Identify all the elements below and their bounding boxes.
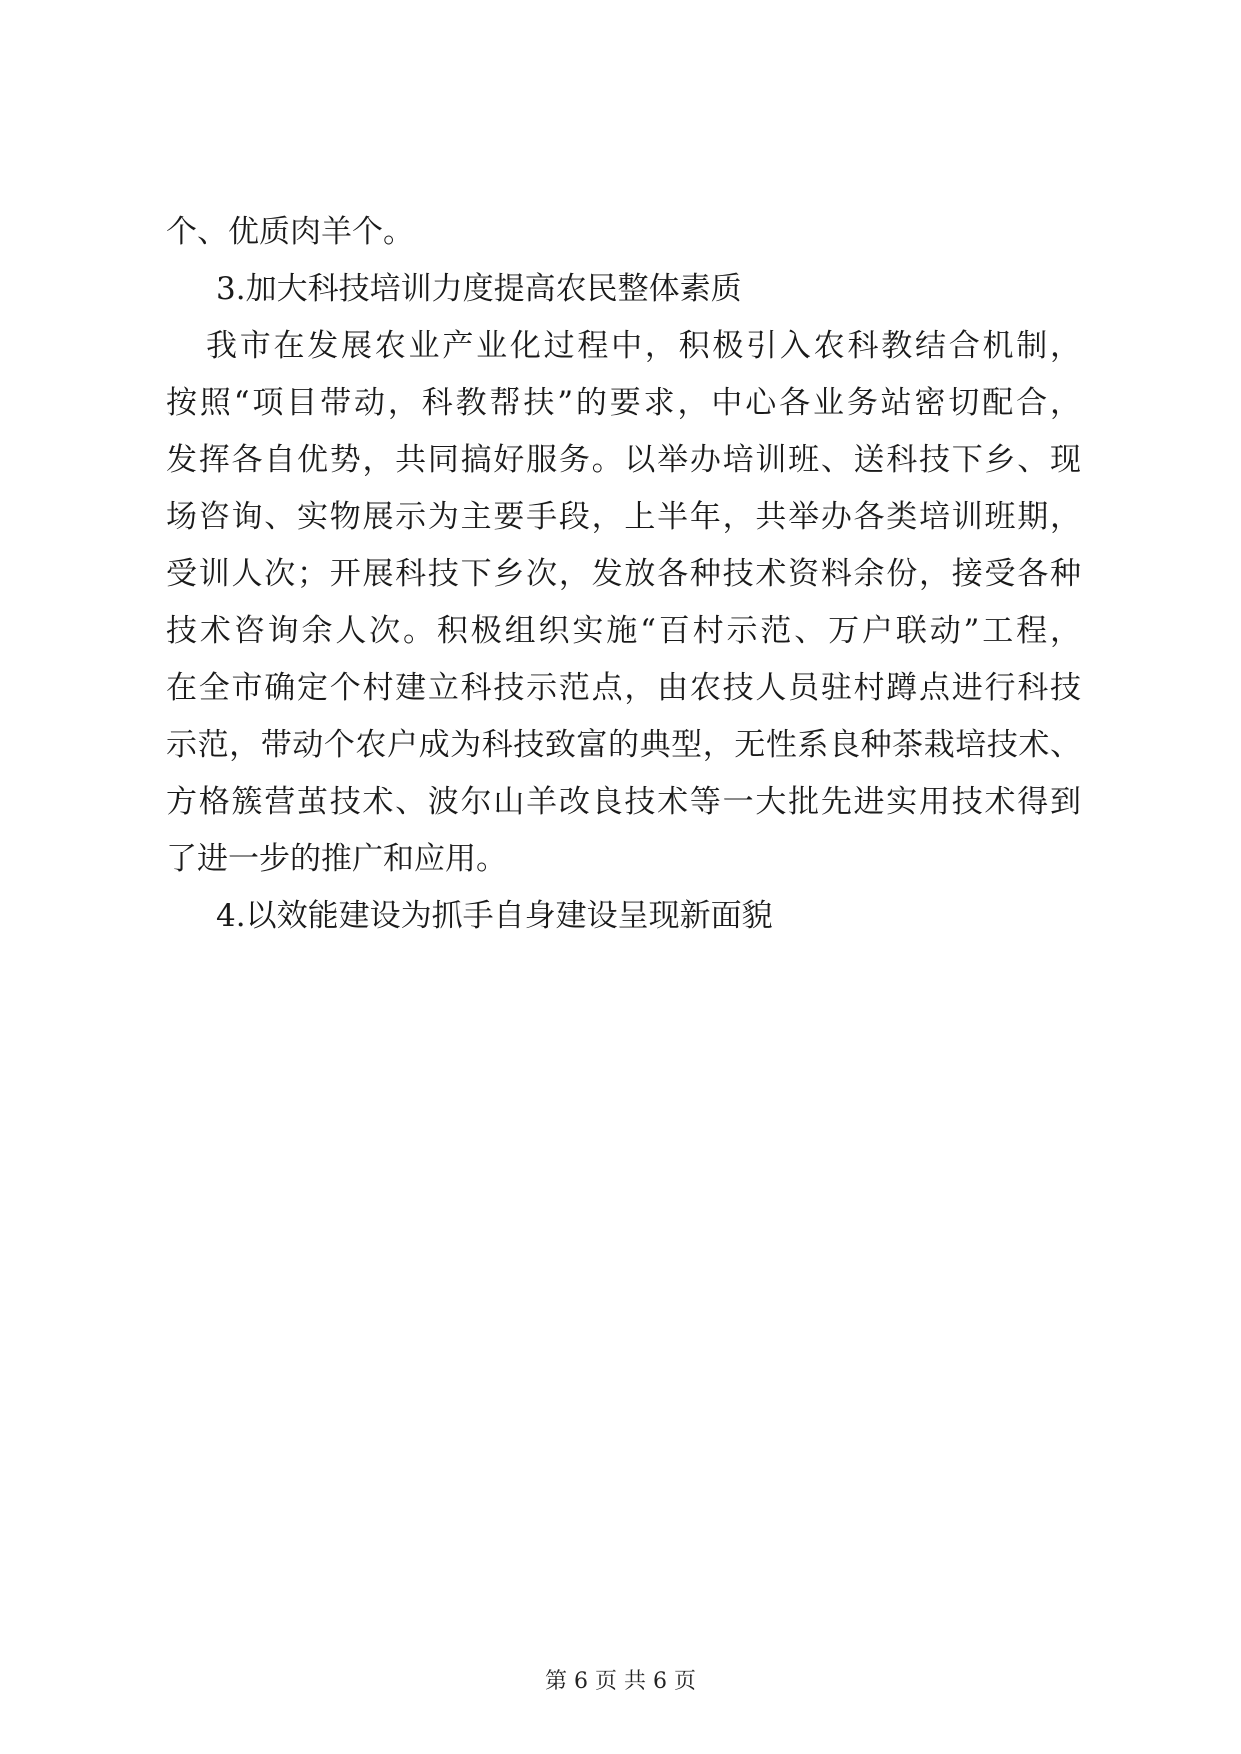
section-heading-3: 3.加大科技培训力度提高农民整体素质	[216, 271, 742, 307]
paragraph-line: 按照“项目带动，科教帮扶”的要求，中心各业务站密切配合，	[166, 385, 1081, 421]
paragraph-line: 受训人次；开展科技下乡次，发放各种技术资料余份，接受各种	[166, 556, 1081, 592]
paragraph-line: 了进一步的推广和应用。	[166, 841, 507, 877]
paragraph-line: 技术咨询余人次。积极组织实施“百村示范、万户联动”工程，	[166, 613, 1081, 649]
paragraph-line: 在全市确定个村建立科技示范点，由农技人员驻村蹲点进行科技	[166, 670, 1081, 706]
paragraph-line: 个、优质肉羊个。	[166, 214, 414, 250]
paragraph-line: 示范，带动个农户成为科技致富的典型，无性系良种茶栽培技术、	[166, 727, 1081, 763]
paragraph-line: 方格簇营茧技术、波尔山羊改良技术等一大批先进实用技术得到	[166, 784, 1081, 820]
section-heading-4: 4.以效能建设为抓手自身建设呈现新面貌	[216, 898, 773, 934]
paragraph-line: 场咨询、实物展示为主要手段，上半年，共举办各类培训班期，	[166, 499, 1081, 535]
page-number-footer: 第 6 页 共 6 页	[545, 1669, 696, 1694]
paragraph-line: 我市在发展农业产业化过程中，积极引入农科教结合机制，	[206, 328, 1081, 364]
paragraph-line: 发挥各自优势，共同搞好服务。以举办培训班、送科技下乡、现	[166, 442, 1081, 478]
